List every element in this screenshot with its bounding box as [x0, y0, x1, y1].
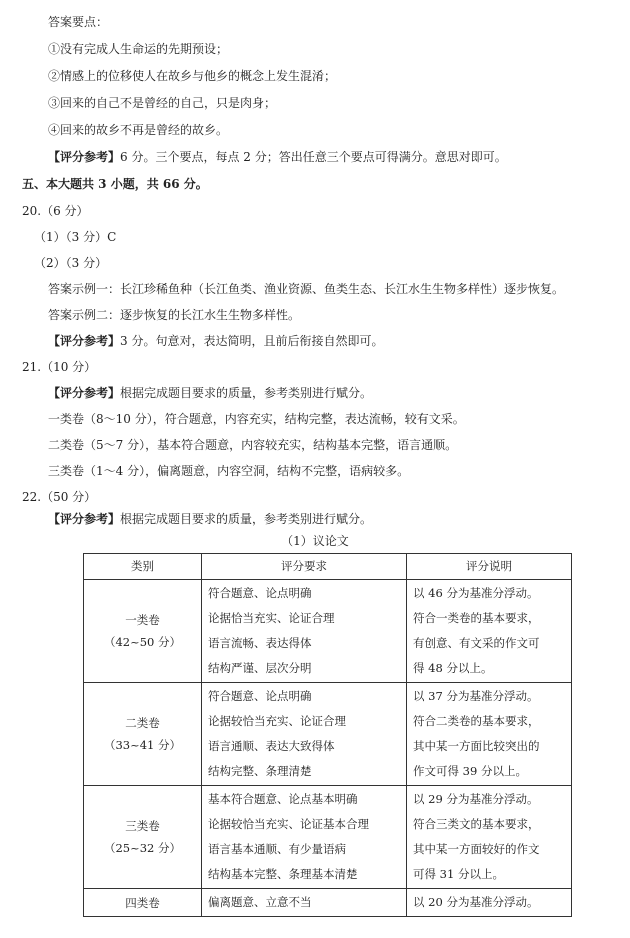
requirement-line: 结构完整、条理清楚 [208, 764, 312, 778]
q21-tier3: 三类卷（1～4 分），偏离题意，内容空洞，结构不完整，语病较多。 [48, 464, 410, 478]
scoring-label: 【评分参考】 [48, 512, 121, 526]
note-line: 可得 31 分以上。 [413, 867, 504, 881]
requirement-line: 语言基本通顺、有少量语病 [208, 842, 346, 856]
note-line: 得 48 分以上。 [413, 661, 493, 675]
q21-tier2: 二类卷（5～7 分），基本符合题意，内容较充实，结构基本完整，语言通顺。 [48, 438, 458, 452]
header-requirements: 评分要求 [202, 554, 407, 580]
answer-point-4: ④回来的故乡不再是曾经的故乡。 [48, 123, 229, 137]
category-cell [84, 889, 202, 917]
requirements-cell [202, 786, 407, 889]
rubric-table [83, 553, 572, 917]
answer-point-2: ②情感上的位移使人在故乡与他乡的概念上发生混淆； [48, 69, 337, 83]
note-line: 其中某一方面较好的作文 [413, 842, 540, 856]
q21-scoring-note [48, 385, 372, 401]
requirement-line: 论据恰当充实、论证合理 [208, 611, 335, 625]
category-range: （33~41 分） [103, 738, 182, 752]
table-row [84, 889, 572, 917]
q20-part1: （1）（3 分）C [34, 230, 117, 244]
scoring-label: 【评分参考】 [48, 150, 121, 164]
note-line: 作文可得 39 分以上。 [413, 764, 527, 778]
section-five-heading: 五、本大题共 3 小题，共 66 分。 [22, 177, 208, 191]
requirement-line: 语言通顺、表达大致得体 [208, 739, 335, 753]
answer-point-3: ③回来的自己不是曾经的自己，只是肉身； [48, 96, 277, 110]
q22-number: 22.（50 分） [22, 490, 97, 504]
requirement-line: 偏离题意、立意不当 [208, 895, 312, 909]
scoring-label: 【评分参考】 [48, 334, 121, 348]
requirements-cell [202, 889, 407, 917]
scoring-text: 根据完成题目要求的质量，参考类别进行赋分。 [120, 386, 373, 400]
requirement-line: 论据较恰当充实、论证合理 [208, 714, 346, 728]
requirements-cell [202, 580, 407, 683]
scoring-label: 【评分参考】 [48, 386, 121, 400]
note-line: 以 37 分为基准分浮动。 [413, 689, 539, 703]
requirement-line: 符合题意、论点明确 [208, 689, 312, 703]
table-header-row [84, 554, 572, 580]
notes-cell [407, 786, 572, 889]
q20-example1: 答案示例一：长江珍稀鱼种（长江鱼类、渔业资源、鱼类生态、长江水生生物多样性）逐步恢复。 [48, 282, 565, 296]
note-line: 符合一类卷的基本要求， [413, 611, 540, 625]
header-notes: 评分说明 [407, 554, 572, 580]
note-line: 其中某一方面比较突出的 [413, 739, 540, 753]
scoring-text: 根据完成题目要求的质量，参考类别进行赋分。 [120, 512, 373, 526]
category-name: 二类卷 [125, 716, 160, 730]
table-row [84, 580, 572, 683]
answer-point-1: ①没有完成人生命运的先期预设； [48, 42, 229, 56]
answer-scoring-note [48, 149, 507, 165]
q20-number: 20.（6 分） [22, 204, 89, 218]
q20-part2: （2）（3 分） [34, 256, 108, 270]
category-cell [84, 786, 202, 889]
scoring-text: 3 分。句意对，表达简明，且前后衔接自然即可。 [120, 334, 384, 348]
q21-tier1: 一类卷（8～10 分），符合题意，内容充实，结构完整，表达流畅，较有文采。 [48, 412, 465, 426]
note-line: 符合二类卷的基本要求， [413, 714, 540, 728]
q22-scoring-note [48, 511, 372, 527]
requirement-line: 结构基本完整、条理基本清楚 [208, 867, 358, 881]
scoring-text: 6 分。三个要点，每点 2 分；答出任意三个要点可得满分。意思对即可。 [120, 150, 507, 164]
category-name: 四类卷 [125, 895, 160, 910]
table-row [84, 683, 572, 786]
header-category: 类别 [84, 554, 202, 580]
table-row [84, 786, 572, 889]
category-cell [84, 683, 202, 786]
requirement-line: 论据较恰当充实、论证基本合理 [208, 817, 369, 831]
note-line: 以 29 分为基准分浮动。 [413, 792, 539, 806]
table-caption: （1）议论文 [281, 534, 349, 548]
q20-scoring-note [48, 333, 383, 349]
notes-cell [407, 580, 572, 683]
category-name: 一类卷 [125, 613, 160, 627]
category-range: （25~32 分） [103, 841, 182, 855]
note-line: 以 46 分为基准分浮动。 [413, 586, 539, 600]
requirements-cell [202, 683, 407, 786]
requirement-line: 基本符合题意、论点基本明确 [208, 792, 358, 806]
notes-cell [407, 889, 572, 917]
requirement-line: 语言流畅、表达得体 [208, 636, 312, 650]
requirement-line: 结构严谨、层次分明 [208, 661, 312, 675]
category-cell [84, 580, 202, 683]
q20-example2: 答案示例二：逐步恢复的长江水生生物多样性。 [48, 308, 301, 322]
note-line: 有创意、有文采的作文可 [413, 636, 540, 650]
notes-cell [407, 683, 572, 786]
category-range: （42~50 分） [103, 635, 182, 649]
note-line: 以 20 分为基准分浮动。 [413, 895, 539, 909]
note-line: 符合三类文的基本要求， [413, 817, 540, 831]
category-name: 三类卷 [125, 819, 160, 833]
answer-points-heading: 答案要点： [48, 15, 109, 29]
q21-number: 21.（10 分） [22, 360, 97, 374]
requirement-line: 符合题意、论点明确 [208, 586, 312, 600]
